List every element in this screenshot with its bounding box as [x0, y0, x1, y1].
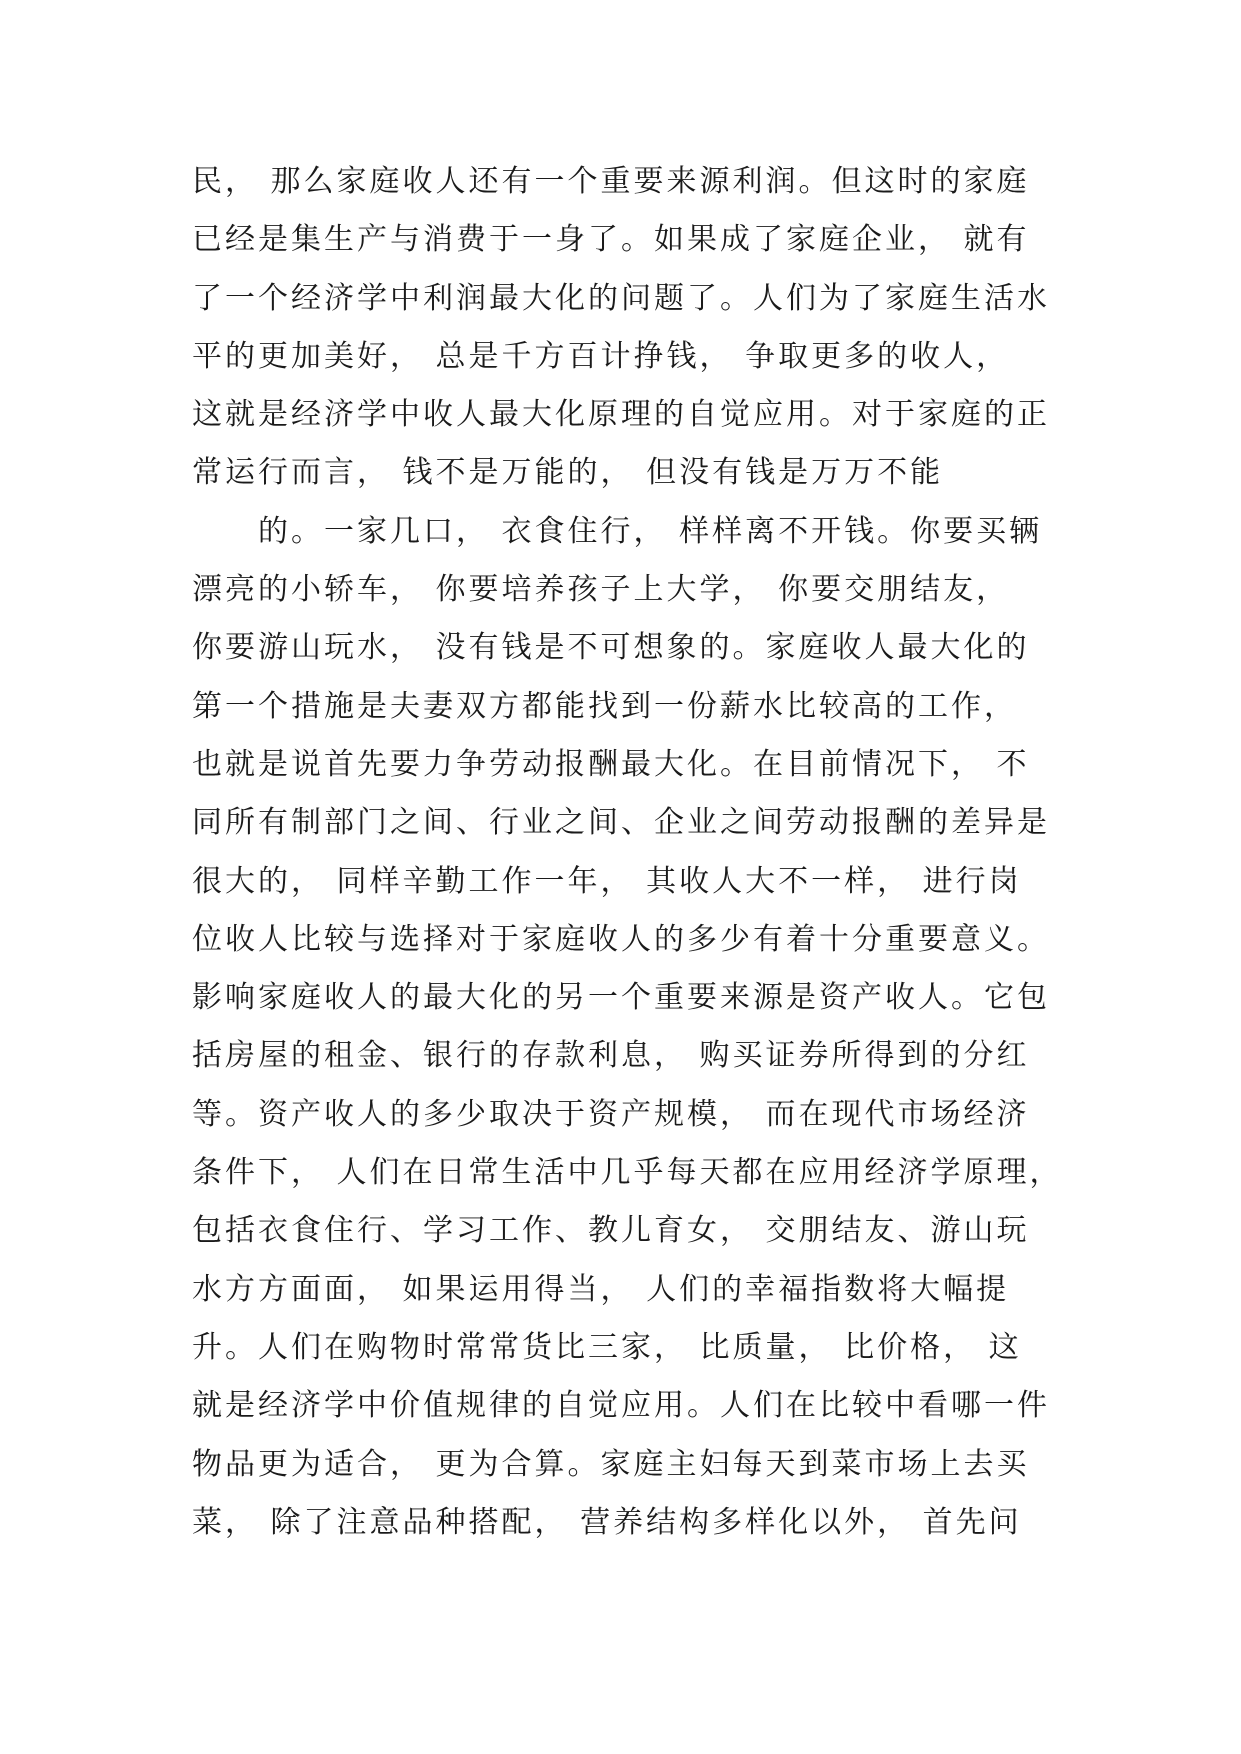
text-line: 括房屋的租金、银行的存款利息， 购买证券所得到的分红 — [192, 1038, 1030, 1074]
text-line: 等。资产收人的多少取决于资产规模， 而在现代市场经济 — [192, 1096, 1030, 1132]
text-line: 影响家庭收人的最大化的另一个重要来源是资产收人。它包 — [192, 980, 1050, 1016]
text-line: 已经是集生产与消费于一身了。如果成了家庭企业， 就有 — [192, 222, 1030, 258]
text-line: 很大的， 同样辛勤工作一年， 其收人大不一样， 进行岗 — [192, 863, 1022, 899]
text-line: 包括衣食住行、学习工作、教儿育女， 交朋结友、游山玩 — [192, 1213, 1030, 1249]
body-text — [192, 160, 1072, 1559]
text-line: 条件下， 人们在日常生活中几乎每天都在应用经济学原理， — [192, 1155, 1063, 1191]
text-line: 民， 那么家庭收人还有一个重要来源利润。但这时的家庭 — [192, 164, 1030, 199]
text-line: 同所有制部门之间、行业之间、企业之间劳动报酬的差异是 — [192, 805, 1050, 841]
text-line: 漂亮的小轿车， 你要培养孩子上大学， 你要交朋结友， — [192, 572, 1010, 608]
text-line: 菜， 除了注意品种搭配， 营养结构多样化以外， 首先问 — [192, 1504, 1022, 1540]
text-line: 升。人们在购物时常常货比三家， 比质量， 比价格， 这 — [192, 1329, 1022, 1365]
text-line: 第一个措施是夫妻双方都能找到一份薪水比较高的工作， — [192, 688, 1017, 724]
text-line: 你要游山玩水， 没有钱是不可想象的。家庭收人最大化的 — [192, 630, 1030, 666]
text-line: 了一个经济学中利润最大化的问题了。人们为了家庭生活水 — [192, 280, 1050, 316]
text-line: 平的更加美好， 总是千方百计挣钱， 争取更多的收人， — [192, 338, 1010, 374]
text-line: 物品更为适合， 更为合算。家庭主妇每天到菜市场上去买 — [192, 1446, 1030, 1482]
text-line: 位收人比较与选择对于家庭收人的多少有着十分重要意义。 — [192, 921, 1050, 957]
text-line: 的。一家几口， 衣食住行， 样样离不开钱。你要买辆 — [258, 513, 1043, 549]
text-line: 这就是经济学中收人最大化原理的自觉应用。对于家庭的正 — [192, 397, 1050, 433]
text-line: 常运行而言， 钱不是万能的， 但没有钱是万万不能 — [192, 455, 944, 491]
text-line: 就是经济学中价值规律的自觉应用。人们在比较中看哪一件 — [192, 1388, 1050, 1424]
text-line: 也就是说首先要力争劳动报酬最大化。在目前情况下， 不 — [192, 746, 1030, 782]
text-line: 水方方面面， 如果运用得当， 人们的幸福指数将大幅提 — [192, 1271, 1010, 1307]
